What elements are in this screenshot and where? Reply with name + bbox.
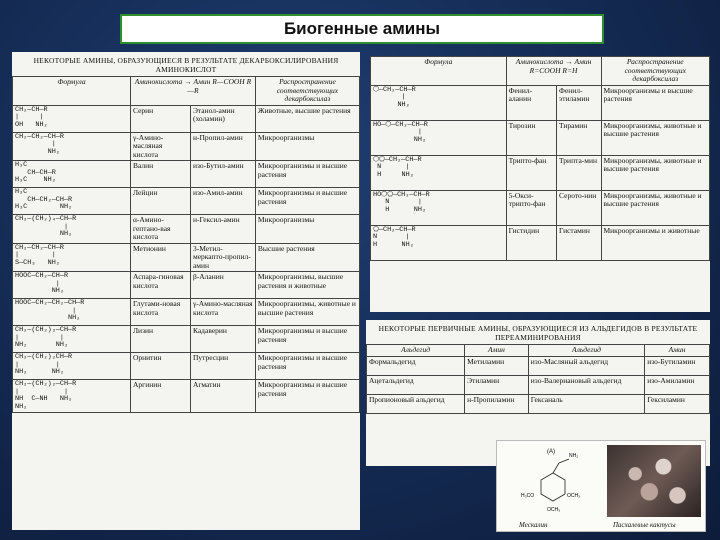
amine-cell: н-Гексил-амин [190, 215, 255, 244]
cactus-caption: Пасхалевые кактусы [613, 521, 676, 529]
formula-cell: H₃C CH—CH—R H₃C NH₂ [13, 161, 131, 188]
right-header-distribution: Распространение соответствующих декарбоксилаз [601, 57, 710, 86]
mid-table-caption: НЕКОТОРЫЕ ПЕРВИЧНЫЕ АМИНЫ, ОБРАЗУЮЩИЕСЯ ИЗ АЛЬДЕГИДОВ В РЕЗУЛЬТАТЕ ПЕРЕАМИНИРОВАНИЯ [378, 324, 698, 342]
amino-acid-cell: Орнитин [130, 353, 190, 380]
formula-cell: CH₂—CH—R | | OH NH₂ [13, 105, 131, 132]
bond-chain-1 [553, 463, 559, 473]
table-row [13, 188, 360, 215]
distribution-cell: Высшие растения [255, 243, 359, 272]
amine-cell: Агматин [190, 380, 255, 413]
mescaline-caption: Мескалин [519, 521, 548, 529]
amine-cell: γ-Амино-масляная кислота [190, 299, 255, 326]
amine-cell: Тирамин [557, 120, 601, 155]
mescaline-structure-diagram [503, 445, 603, 519]
table-row [13, 215, 360, 244]
mid-header-aldehyde-2: Альдегид [528, 345, 644, 357]
distribution-cell: Микроорганизмы [255, 132, 359, 161]
amino-acid-cell: Трипто-фан [506, 155, 556, 190]
table-row [13, 243, 360, 272]
distribution-cell: Микроорганизмы и высшие растения [601, 85, 710, 120]
formula-cell: ⬠—CH₂—CH—R N | H NH₂ [371, 225, 507, 260]
table-row [371, 155, 710, 190]
aromatic-amines-table [370, 56, 710, 261]
formula-cell: HOOC—CH₂—CH—R | NH₂ [13, 272, 131, 299]
distribution-cell: Животные, высшие растения [255, 105, 359, 132]
amine-cell: Кадаверин [190, 326, 255, 353]
mescaline-figure [496, 440, 706, 532]
table-row [13, 326, 360, 353]
formula-cell: HO—⬡—CH₂—CH—R | NH₂ [371, 120, 507, 155]
distribution-cell: Микроорганизмы, животные и высшие растения [601, 120, 710, 155]
formula-cell: CH₂—(CH₂)₃—CH—R | | NH₂ NH₂ [13, 326, 131, 353]
label-a: (A) [547, 449, 555, 455]
decarboxylation-table-panel [12, 52, 360, 530]
formula-cell: CH₂—(CH₂)₂CH—R | | NH₂ NH₂ [13, 353, 131, 380]
och3-right: OCH₃ [567, 493, 581, 499]
header-formula: Формула [13, 77, 131, 106]
benzene-ring [541, 473, 565, 501]
nh2-label: NH₂ [569, 453, 579, 459]
right-header-acid-amine [506, 57, 601, 86]
amine-cell: Трипта-мин [557, 155, 601, 190]
amine-cell: β-Аланин [190, 272, 255, 299]
amino-acid-cell: Лейцин [130, 188, 190, 215]
formula-cell: HOOC—CH₂—CH₂—CH—R | NH₂ [13, 299, 131, 326]
amine-cell: Гистамин [557, 225, 601, 260]
amine-cell: Гексиламин [645, 394, 710, 413]
amino-acid-cell: Лизин [130, 326, 190, 353]
amine-cell: Метиламин [465, 356, 529, 375]
header-distribution: Распространение соответствующих декарбоксилаз [255, 77, 359, 106]
header-acid-amine: Аминокислота → Амин R—COOH R—R [130, 77, 255, 106]
formula-cell: CH₂—CH₂—CH—R | NH₂ [13, 132, 131, 161]
table-row [13, 161, 360, 188]
distribution-cell: Микроорганизмы и высшие растения [255, 161, 359, 188]
table-row [13, 132, 360, 161]
table-row [371, 120, 710, 155]
amine-cell: изо-Амиламин [645, 375, 710, 394]
table-row [13, 380, 360, 413]
decarboxylation-table [12, 76, 360, 413]
aldehyde-cell: изо-Валериановый альдегид [528, 375, 644, 394]
och3-left: H₃CO [521, 493, 535, 499]
right-header-sub: R=COOH R=H [529, 65, 578, 75]
table-row [13, 299, 360, 326]
table-row [367, 394, 710, 413]
distribution-cell: Микроорганизмы, высшие растения и животные [255, 272, 359, 299]
amino-acid-cell: 5-Окси-трипто-фан [506, 190, 556, 225]
amino-acid-cell: Аргинин [130, 380, 190, 413]
distribution-cell: Микроорганизмы и высшие растения [255, 380, 359, 413]
table-row [371, 85, 710, 120]
amine-cell: н-Пропиламин [465, 394, 529, 413]
distribution-cell: Микроорганизмы, животные и высшие растения [601, 190, 710, 225]
distribution-cell: Микроорганизмы и высшие растения [255, 188, 359, 215]
amine-cell: Путресцин [190, 353, 255, 380]
formula-cell: HO⬡⬠—CH₂—CH—R N | H NH₂ [371, 190, 507, 225]
table-row [371, 190, 710, 225]
amine-cell: изо-Амил-амин [190, 188, 255, 215]
aldehyde-cell: Ацетальдегид [367, 375, 465, 394]
table-row [13, 105, 360, 132]
distribution-cell: Микроорганизмы, животные и высшие растения [601, 155, 710, 190]
mid-header-aldehyde-1: Альдегид [367, 345, 465, 357]
amine-cell: Этанол-амин (холамин) [190, 105, 255, 132]
amine-cell: н-Пропил-амин [190, 132, 255, 161]
aldehyde-cell: Формальдегид [367, 356, 465, 375]
formula-cell: ⬡⬠—CH₂—CH—R N | H NH₂ [371, 155, 507, 190]
amine-cell: изо-Бутил-амин [190, 161, 255, 188]
distribution-cell: Микроорганизмы и высшие растения [255, 353, 359, 380]
amino-acid-cell: Фенил-аланин [506, 85, 556, 120]
mid-header-amine-1: Амин [465, 345, 529, 357]
mid-header-amine-2: Амин [645, 345, 710, 357]
table-row [371, 225, 710, 260]
aldehyde-cell: Пропионовый альдегид [367, 394, 465, 413]
right-header-acid-amine-label: Аминокислота → Амин [515, 57, 592, 66]
amino-acid-cell: γ-Амино-масляная кислота [130, 132, 190, 161]
amino-acid-cell: Глутами-новая кислота [130, 299, 190, 326]
och3-bottom: OCH₃ [547, 507, 561, 513]
formula-cell: CH₂—CH₂—CH—R | | S—CH₃ NH₂ [13, 243, 131, 272]
transamination-table [366, 344, 710, 414]
formula-cell: H₃C CH—CH₂—CH—R H₃C NH₂ [13, 188, 131, 215]
formula-cell: ⬡—CH₂—CH—R | NH₂ [371, 85, 507, 120]
amino-acid-cell: Тирозин [506, 120, 556, 155]
table-row [13, 353, 360, 380]
amine-cell: 3-Метил-меркапто-пропил-амин [190, 243, 255, 272]
amino-acid-cell: Аспара-гиновая кислота [130, 272, 190, 299]
amino-acid-cell: Серин [130, 105, 190, 132]
aromatic-amines-table-panel [370, 56, 710, 312]
amine-cell: Этиламин [465, 375, 529, 394]
amino-acid-cell: Гистидин [506, 225, 556, 260]
bond-chain-2 [559, 459, 569, 463]
slide-title: Биогенные амины [120, 14, 604, 44]
aldehyde-cell: изо-Масляный альдегид [528, 356, 644, 375]
aldehyde-cell: Гексаналь [528, 394, 644, 413]
table-row [367, 356, 710, 375]
right-header-formula: Формула [371, 57, 507, 86]
distribution-cell: Микроорганизмы и высшие растения [255, 326, 359, 353]
amino-acid-cell: Метионин [130, 243, 190, 272]
cactus-photo [607, 445, 701, 517]
table-row [367, 375, 710, 394]
amine-cell: изо-Бутиламин [645, 356, 710, 375]
distribution-cell: Микроорганизмы, животные и высшие растения [255, 299, 359, 326]
amino-acid-cell: α-Амино-гептано-вая кислота [130, 215, 190, 244]
table-row [13, 272, 360, 299]
formula-cell: CH₃—(CH₂)₄—CH—R | NH₂ [13, 215, 131, 244]
left-table-caption: НЕКОТОРЫЕ АМИНЫ, ОБРАЗУЮЩИЕСЯ В РЕЗУЛЬТАТЕ ДЕКАРБОКСИЛИРОВАНИЯ АМИНОКИСЛОТ [33, 56, 339, 74]
formula-cell: CH₂—(CH₂)₂—CH—R | | NH C—NH NH₂ NH₂ [13, 380, 131, 413]
amine-cell: Фенил-этиламин [557, 85, 601, 120]
distribution-cell: Микроорганизмы [255, 215, 359, 244]
amine-cell: Серото-нин [557, 190, 601, 225]
amino-acid-cell: Валин [130, 161, 190, 188]
distribution-cell: Микроорганизмы и животные [601, 225, 710, 260]
